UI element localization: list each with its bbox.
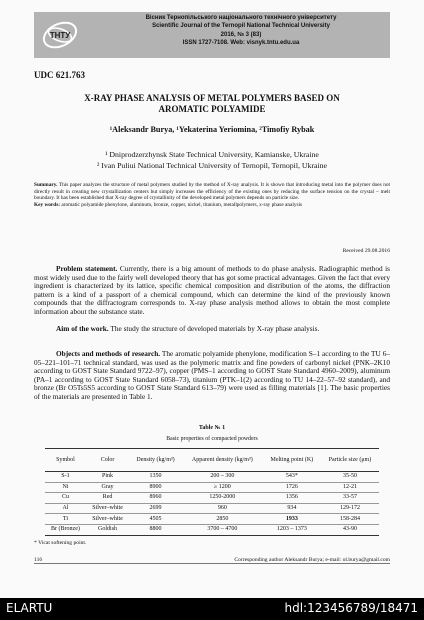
corresponding-author: Corresponding author Aleksandr Burya; e-mail: ol.burya@gmail.com	[234, 557, 390, 563]
table-cell: 129-172	[321, 503, 379, 514]
table-cell: 200 – 300	[182, 472, 263, 483]
table-cell: 4505	[129, 514, 182, 525]
title-line-1: X-RAY PHASE ANALYSIS OF METAL POLYMERS BASED ON	[84, 93, 340, 103]
journal-line-4: ISSN 1727-7108. Web: visnyk.tntu.edu.ua	[182, 40, 300, 47]
table-cell: 2850	[182, 514, 263, 525]
methods-text: The aromatic polyamide phenylone, modification S–1 according to the TU 6–05–221–101–71 technical standard, was used as the polymeric matrix and fine powders of carbonyl nickel (PNK–2K10 according to GOST State Standard 9722–97), copper (PMS–1 according to GOST State Standard 4960–2009), aluminum (PA–1 according to GOST State Standard 6058–73), titanium (PTK–1(2) according to TU 14–22–57–92 standard), and bronze (Br O5Ts5S5 according to GOST State Standard 613–79) were used as filling materials [1]. The basic properties of the materials are presented in Table 1.	[34, 349, 390, 401]
table-row	[45, 493, 379, 504]
table-cell: ≥ 1200	[182, 482, 263, 493]
affiliation-2: ² Ivan Puliui National Technical University of Ternopil, Ternopil, Ukraine	[96, 161, 327, 170]
table-cell: S-1	[45, 472, 86, 483]
affiliation-1: ¹ Dniprodzerzhynsk State Technical University, Kamianske, Ukraine	[105, 150, 319, 159]
journal-line-3: 2016, № 3 (83)	[220, 31, 262, 38]
aim-heading: Aim of the work.	[56, 324, 109, 333]
aim-text: The study the structure of developed materials by X-ray phase analysis.	[108, 324, 320, 333]
table-cell: Goldish	[86, 524, 129, 535]
university-logo-icon	[40, 15, 80, 55]
table-row	[45, 524, 379, 535]
table-subcaption: Basic properties of compacted powders	[166, 436, 258, 442]
table-cell: 33-57	[321, 493, 379, 504]
table-cell: Ti	[45, 514, 86, 525]
table-cell: 35-50	[321, 472, 379, 483]
journal-header	[34, 12, 390, 58]
abstract	[34, 182, 390, 208]
header-density: Density (kg/m³)	[129, 449, 182, 472]
header-particle-size: Particle size (μm)	[321, 449, 379, 472]
table-cell: 2699	[129, 503, 182, 514]
table-footnote: * Vicat softening point.	[34, 540, 87, 546]
table-cell: 960	[182, 503, 263, 514]
table-cell: 158-284	[321, 514, 379, 525]
table-cell: 8960	[129, 493, 182, 504]
table-row	[45, 482, 379, 493]
problem-statement-paragraph	[34, 265, 390, 317]
table-cell: 3700 – 4700	[182, 524, 263, 535]
table-cell: Br (Bronze)	[45, 524, 86, 535]
logo-text: ТНТУ	[49, 31, 71, 40]
table-cell: Al	[45, 503, 86, 514]
properties-table	[45, 448, 379, 536]
keywords-label: Key words:	[34, 201, 61, 208]
table-cell: 1933	[263, 514, 321, 525]
header-color: Color	[86, 449, 129, 472]
table-cell: 12-21	[321, 482, 379, 493]
table-caption: Table № 1	[198, 425, 226, 431]
table-cell: 934	[263, 503, 321, 514]
title-line-2: AROMATIC POLYAMIDE	[158, 104, 266, 114]
table-cell: Cu	[45, 493, 86, 504]
table-cell: Pink	[86, 472, 129, 483]
repository-bar	[0, 598, 424, 620]
abstract-text: This paper analyzes the structure of metal polymers studied by the method of X-ray analysis. It is shown that introducing metal into the polymer does not directly result in creating new crystallization centers but simply increases the efficiency of the existing ones by reducing the surface tension on the crystal – melt boundary. It has been established that X-ray degree of crystallinity of the developed metal polymers depends on particle size.	[34, 182, 390, 202]
header-apparent-density: Apparent density (kg/m³)	[182, 449, 263, 472]
table-cell: 43-90	[321, 524, 379, 535]
table-header-row	[45, 449, 379, 472]
abstract-label: Summary.	[34, 182, 58, 188]
table-cell: 8800	[129, 524, 182, 535]
table-cell: Silver–white	[86, 514, 129, 525]
paper-title	[34, 93, 390, 115]
journal-line-2: Scientific Journal of the Ternopil National Technical University	[152, 23, 330, 30]
table-cell: Red	[86, 493, 129, 504]
aim-paragraph	[34, 325, 390, 334]
udc-code: UDC 621.763	[34, 70, 85, 80]
table-cell: 1250-2000	[182, 493, 263, 504]
table-row	[45, 503, 379, 514]
received-date: Received 29.08.2016	[342, 248, 390, 254]
journal-line-1: Вісник Тернопільського національного технічного університету	[145, 15, 337, 21]
repository-name: ELARTU	[6, 601, 53, 615]
table-cell: 543*	[263, 472, 321, 483]
header-symbol: Symbol	[45, 449, 86, 472]
handle-link[interactable]: hdl:123456789/18471	[284, 601, 418, 615]
journal-info	[96, 14, 386, 48]
table-cell: Silver–white	[86, 503, 129, 514]
page-number: 116	[34, 557, 43, 563]
footer-divider	[34, 563, 390, 564]
problem-statement-heading: Problem statement.	[56, 264, 118, 273]
table-cell: 1350	[129, 472, 182, 483]
table-cell: Ni	[45, 482, 86, 493]
authors: ¹Aleksandr Burya, ¹Yekaterina Yeriomina, ²Timofiy Rybak	[109, 125, 315, 134]
header-melting-point: Melting point (K)	[263, 449, 321, 472]
table-cell: 1203 – 1373	[263, 524, 321, 535]
table-cell: 1356	[263, 493, 321, 504]
table-row	[45, 472, 379, 483]
methods-paragraph	[34, 350, 390, 402]
table-cell: 1726	[263, 482, 321, 493]
table-row	[45, 514, 379, 525]
table-cell: 8900	[129, 482, 182, 493]
methods-heading: Objects and methods of research.	[56, 349, 161, 358]
table-cell: Gray	[86, 482, 129, 493]
problem-statement-text: Currently, there is a big amount of methods to do phase analysis. Radiographic method is most widely used due to the fairly well developed theory that has got some practical advantages. Given the fact that every ingredient is characterized by its lattice, specific chemical composition and distribution of the atoms, the diffraction pattern is a kind of a passport of a chemical compound, which can determine the kind of the previously known compounds that the diffractogram corresponds to. X-ray phase analysis method allows to obtain the most complete information about the substance state.	[34, 264, 390, 316]
keywords-text: aromatic polyamide phenylone, aluminum, bronze, copper, nickel, titanium, metallpolymers, x-ray phase analysis	[60, 201, 303, 208]
